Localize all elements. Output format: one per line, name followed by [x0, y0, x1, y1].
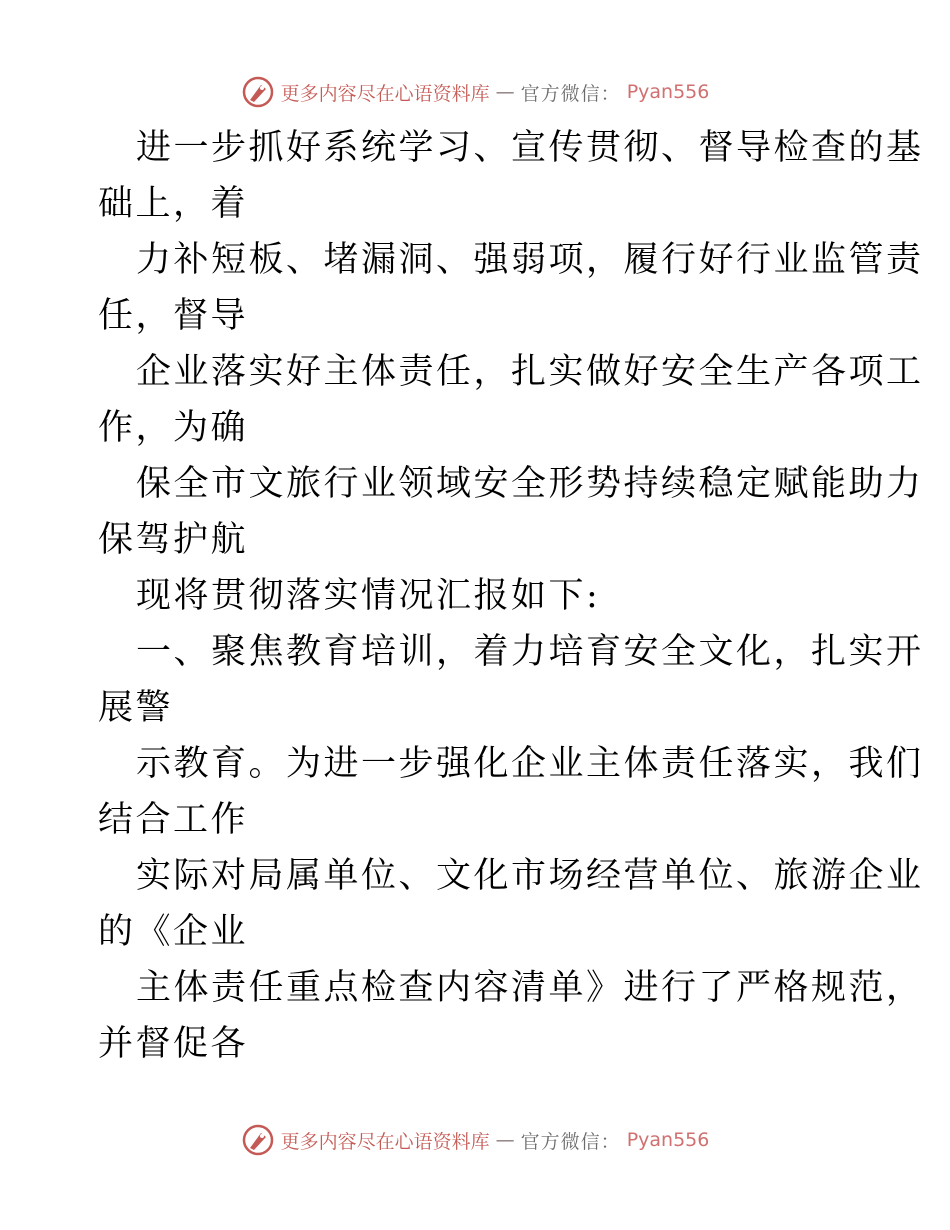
- watermark-brand: 更多内容尽在心语资料库: [280, 82, 490, 105]
- paragraph-line: 保驾护航: [98, 520, 249, 560]
- paragraph-line: 任，督导: [98, 296, 249, 336]
- paragraph-line: 的《企业: [98, 912, 249, 952]
- paragraph-line: 实际对局属单位、文化市场经营单位、旅游企业: [136, 856, 924, 896]
- watermark-wechat-id: Pyan556: [626, 1129, 710, 1151]
- paragraph-line: 结合工作: [98, 800, 249, 840]
- paragraph-line: 主体责任重点检查内容清单》进行了严格规范，: [136, 968, 924, 1008]
- watermark-dash: —: [495, 81, 515, 103]
- paragraph-line: 现将贯彻落实情况汇报如下:: [136, 576, 601, 616]
- pen-nib-logo-icon: [241, 75, 275, 109]
- watermark-brand: 更多内容尽在心语资料库: [280, 1130, 490, 1153]
- header-watermark: [0, 72, 950, 112]
- pen-nib-logo-icon: [241, 1123, 275, 1157]
- watermark-dash: —: [495, 1129, 515, 1151]
- watermark-wechat-id: Pyan556: [626, 81, 710, 103]
- paragraph-line: 企业落实好主体责任，扎实做好安全生产各项工: [136, 352, 924, 392]
- paragraph-line: 作，为确: [98, 408, 249, 448]
- document-body: [98, 120, 924, 1072]
- paragraph-line: 础上，着: [98, 184, 249, 224]
- paragraph-line: 进一步抓好系统学习、宣传贯彻、督导检查的基: [136, 128, 924, 168]
- watermark-wechat-label: 官方微信：: [520, 1130, 621, 1153]
- paragraph-line: 展警: [98, 688, 174, 728]
- footer-watermark: [0, 1120, 950, 1160]
- paragraph-line: 一、聚焦教育培训，着力培育安全文化，扎实开: [136, 632, 924, 672]
- paragraph-line: 并督促各: [98, 1024, 249, 1064]
- watermark-wechat-label: 官方微信：: [520, 82, 621, 105]
- paragraph-line: 力补短板、堵漏洞、强弱项，履行好行业监管责: [136, 240, 924, 280]
- paragraph-line: 保全市文旅行业领域安全形势持续稳定赋能助力: [136, 464, 924, 504]
- paragraph-line: 示教育。为进一步强化企业主体责任落实，我们: [136, 744, 924, 784]
